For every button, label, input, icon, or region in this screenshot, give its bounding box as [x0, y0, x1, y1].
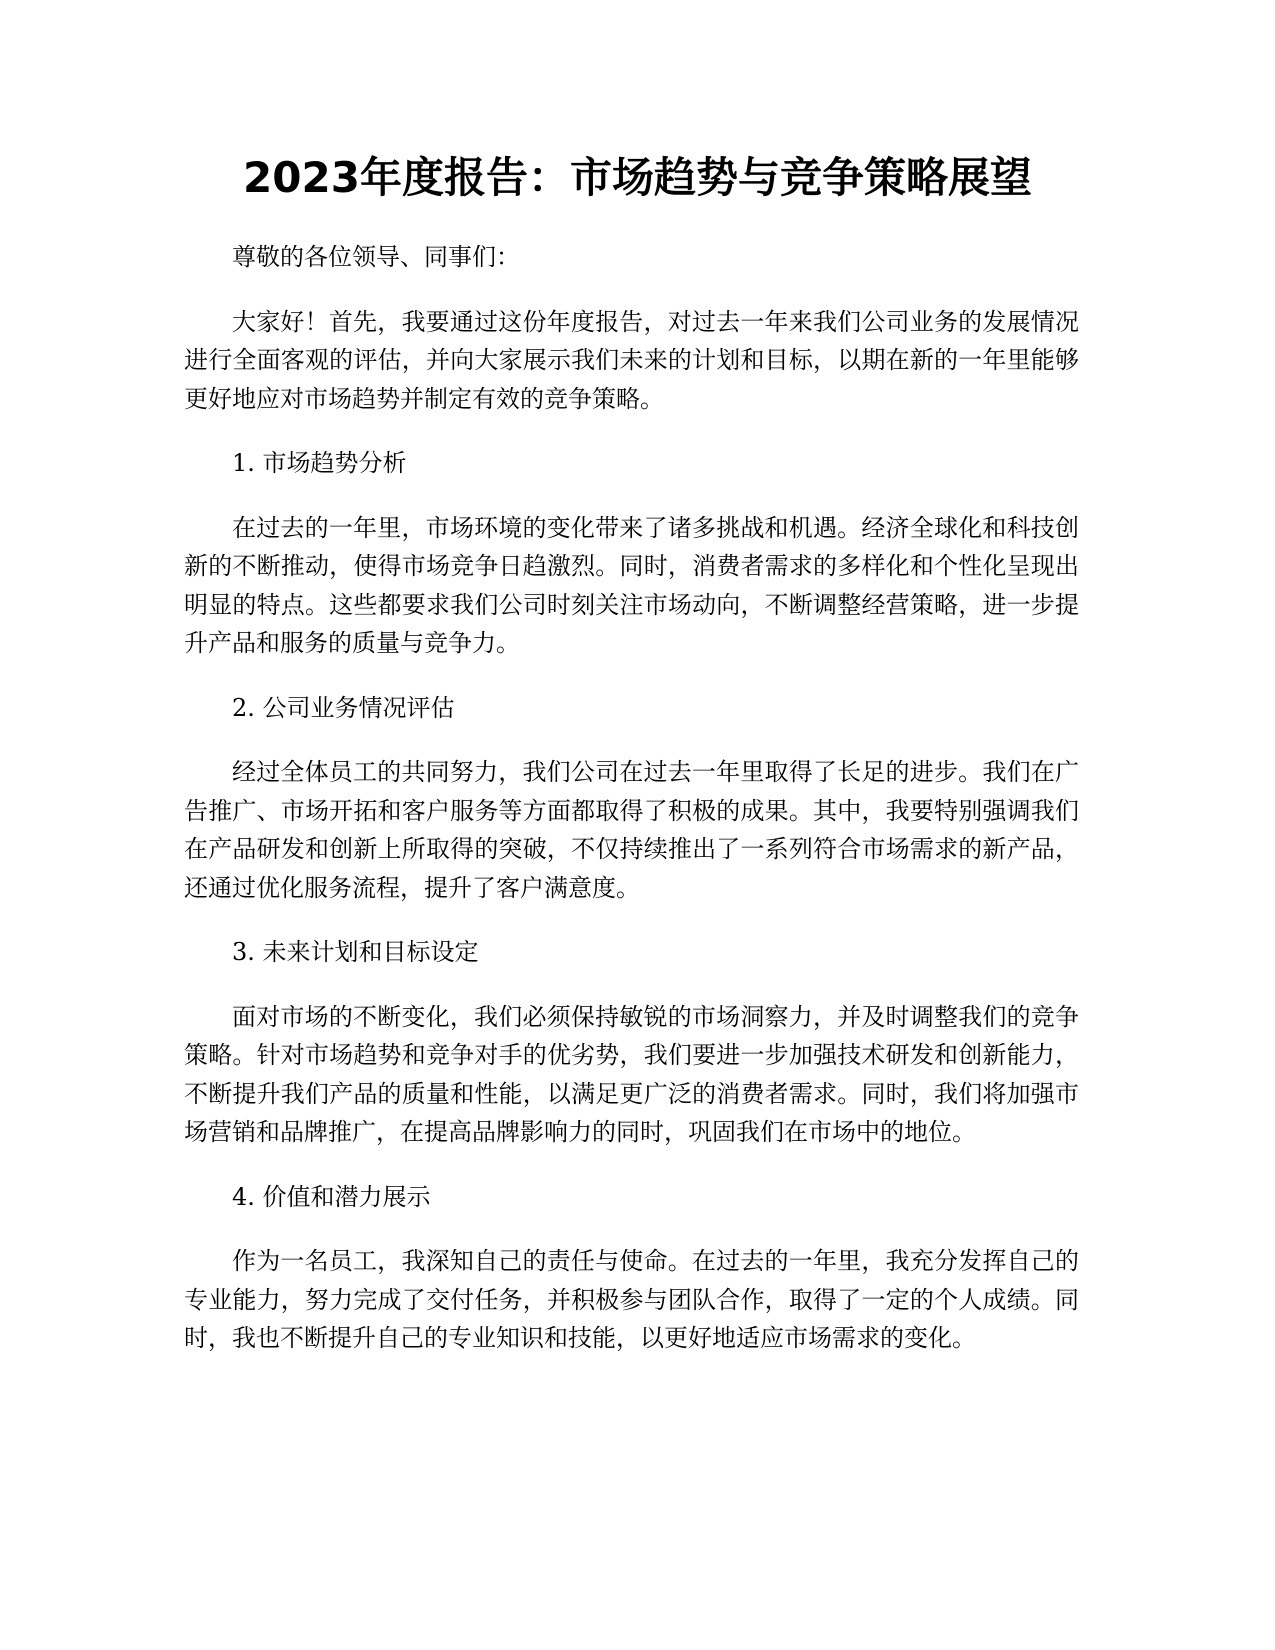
- section-text-market-trends: 在过去的一年里，市场环境的变化带来了诸多挑战和机遇。经济全球化和科技创新的不断推动，使得市场竞争日趋激烈。同时，消费者需求的多样化和个性化呈现出明显的特点。这些都要求我们公司时刻关注市场动向，不断调整经营策略，进一步提升产品和服务的质量与竞争力。: [184, 513, 1079, 657]
- intro-paragraph: 大家好！首先，我要通过这份年度报告，对过去一年来我们公司业务的发展情况进行全面客观的评估，并向大家展示我们未来的计划和目标，以期在新的一年里能够更好地应对市场趋势并制定有效的竞争策略。: [184, 307, 1079, 413]
- section-heading-future-plans: 3. 未来计划和目标设定: [232, 938, 479, 966]
- section-text-business-evaluation: 经过全体员工的共同努力，我们公司在过去一年里取得了长足的进步。我们在广告推广、市场开拓和客户服务等方面都取得了积极的成果。其中，我要特别强调我们在产品研发和创新上所取得的突破，不仅持续推出了一系列符合市场需求的新产品，还通过优化服务流程，提升了客户满意度。: [184, 758, 1079, 902]
- section-heading-market-trends: 1. 市场趋势分析: [232, 449, 407, 477]
- section-text-value-potential: 作为一名员工，我深知自己的责任与使命。在过去的一年里，我充分发挥自己的专业能力，努力完成了交付任务，并积极参与团队合作，取得了一定的个人成绩。同时，我也不断提升自己的专业知识和技能，以更好地适应市场需求的变化。: [184, 1247, 1079, 1352]
- document-title: 2023年度报告：市场趋势与竞争策略展望: [243, 153, 1032, 202]
- section-heading-value-potential: 4. 价值和潜力展示: [232, 1182, 431, 1211]
- section-heading-business-evaluation: 2. 公司业务情况评估: [232, 693, 455, 722]
- section-text-future-plans: 面对市场的不断变化，我们必须保持敏锐的市场洞察力，并及时调整我们的竞争策略。针对市场趋势和竞争对手的优劣势，我们要进一步加强技术研发和创新能力，不断提升我们产品的质量和性能，以满足更广泛的消费者需求。同时，我们将加强市场营销和品牌推广，在提高品牌影响力的同时，巩固我们在市场中的地位。: [184, 1002, 1079, 1146]
- document-body: [184, 238, 1079, 1384]
- greeting-paragraph: 尊敬的各位领导、同事们：: [232, 243, 520, 271]
